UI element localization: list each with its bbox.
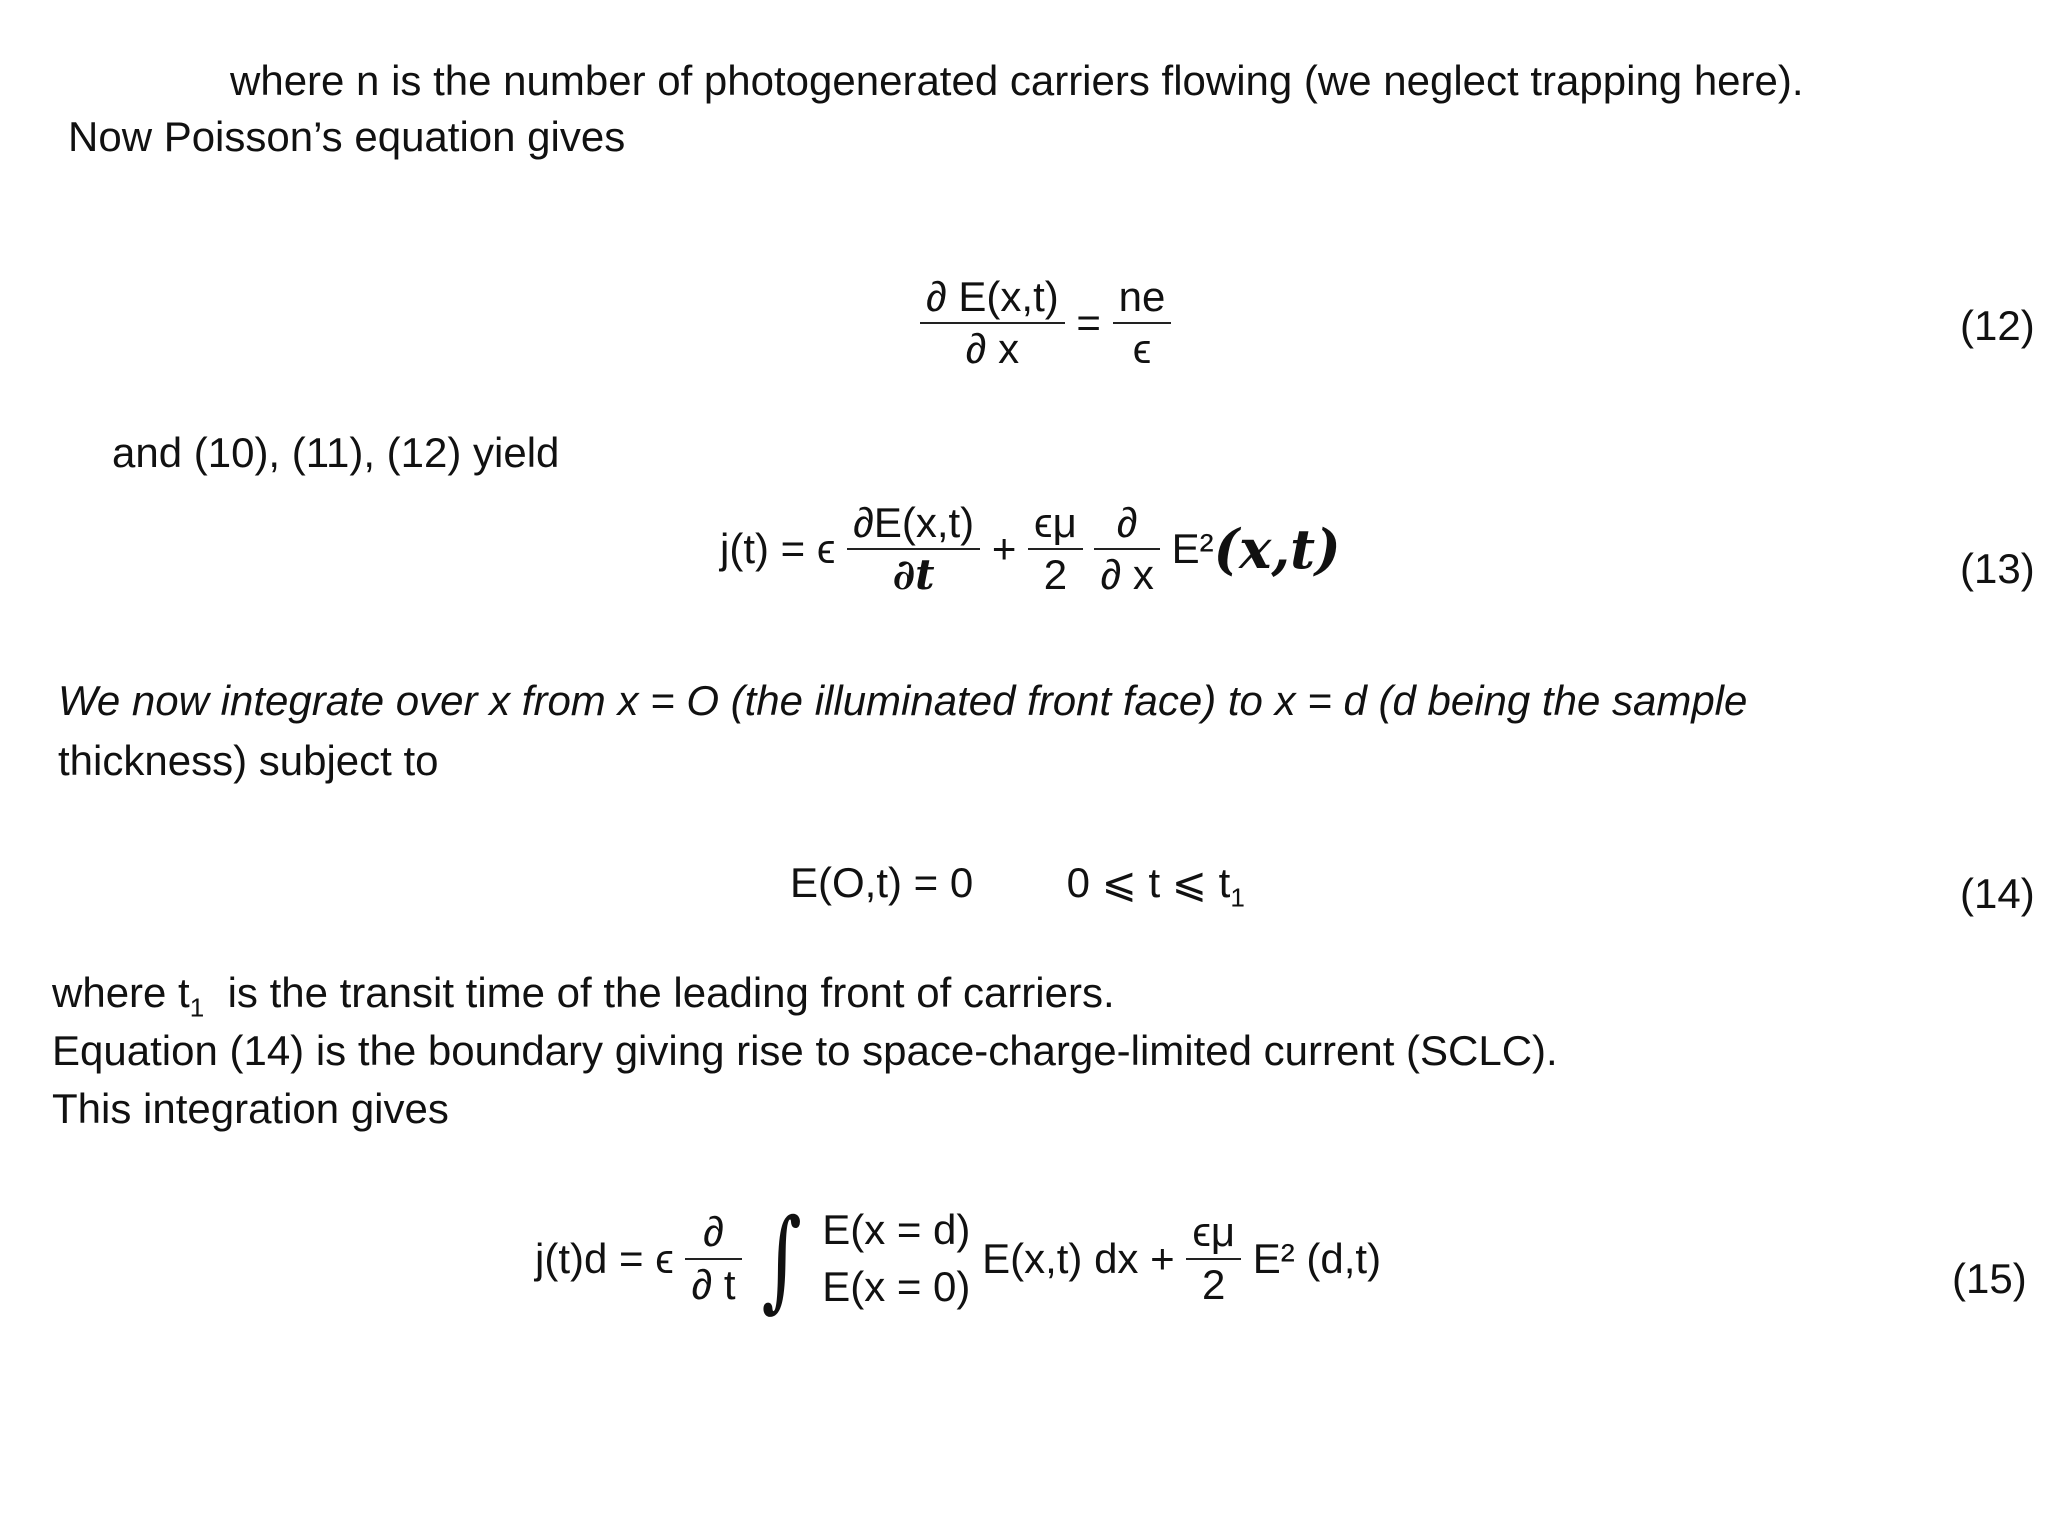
text-line-5-rest: is the transit time of the leading front of carriers.	[227, 969, 1115, 1016]
text-line-6: Equation (14) is the boundary giving rise to space-charge-limited current (SCLC).	[52, 1027, 1558, 1074]
text-line-5-lead: where t	[52, 969, 190, 1016]
text-line-1: where n is the number of photogenerated carriers flowing (we neglect trapping here).	[230, 57, 1804, 104]
eq15-f2-denominator: 2	[1202, 1260, 1226, 1308]
eq13-e-squared: E²	[1171, 525, 1214, 573]
eq15-limits	[822, 1202, 970, 1315]
text-line-3: and (10), (11), (12) yield	[112, 429, 560, 476]
eq13-handwritten-args: (x,t)	[1213, 517, 1341, 582]
eq13-fraction-2	[1028, 498, 1083, 601]
eq15-upper-limit: E(x = d)	[822, 1206, 971, 1253]
eq13-f1-denominator: ∂t	[892, 550, 935, 600]
eq13-f1-numerator: ∂E(x,t)	[847, 498, 980, 550]
equation-14	[790, 858, 1245, 913]
text-line-7: This integration gives	[52, 1085, 449, 1132]
eq13-f3-denominator: ∂ x	[1100, 551, 1154, 599]
equation-number-14: (14)	[1960, 870, 2035, 917]
eq13-lhs: j(t) = ϵ	[720, 525, 836, 573]
integral-sign: ∫	[761, 1194, 802, 1323]
equation-number-13: (13)	[1960, 545, 2035, 592]
text-line-4a: We now integrate over x from x = O (the illuminated front face) to x = d (d being the sample	[58, 677, 1748, 724]
eq12-fraction-right	[1113, 272, 1172, 375]
eq15-lhs: j(t)d = ϵ	[535, 1234, 674, 1282]
text-line-5-subscript: 1	[189, 992, 205, 1023]
eq13-f2-numerator: ϵμ	[1028, 498, 1083, 550]
eq12-denominator-left: ∂ x	[965, 325, 1020, 373]
eq15-fraction-2	[1186, 1207, 1241, 1310]
text-line-2: Now Poisson’s equation gives	[68, 113, 626, 160]
eq13-fraction-1	[847, 498, 980, 601]
eq12-denominator-right: ϵ	[1132, 325, 1152, 373]
eq15-f2-numerator: ϵμ	[1186, 1207, 1241, 1259]
equation-number-12: (12)	[1960, 302, 2035, 349]
eq14-subscript: 1	[1230, 882, 1245, 913]
eq14-left: E(O,t) = 0	[790, 859, 974, 906]
equation-13	[720, 498, 1341, 601]
eq12-numerator-right: ne	[1113, 272, 1172, 324]
equation-number-15: (15)	[1952, 1255, 2027, 1302]
eq15-f1-denominator: ∂ t	[691, 1260, 736, 1308]
eq15-tail: E² (d,t)	[1252, 1234, 1382, 1282]
eq13-fraction-3	[1094, 498, 1159, 601]
text-line-4b: thickness) subject to	[58, 737, 439, 784]
eq15-integrand: E(x,t) dx +	[982, 1234, 1175, 1282]
eq13-f3-numerator: ∂	[1094, 498, 1159, 550]
equation-12	[920, 272, 1171, 375]
eq15-lower-limit: E(x = 0)	[822, 1262, 971, 1310]
eq13-plus: +	[991, 525, 1017, 573]
eq15-fraction-1	[685, 1207, 741, 1310]
eq12-numerator-left: ∂ E(x,t)	[920, 272, 1065, 324]
text-line-5	[52, 969, 1115, 1023]
eq15-f1-numerator: ∂	[685, 1207, 741, 1259]
eq12-equals: =	[1076, 299, 1101, 347]
eq14-right: 0 ⩽ t ⩽ t	[1066, 859, 1231, 906]
eq12-fraction-left	[920, 272, 1065, 375]
eq13-f2-denominator: 2	[1043, 551, 1068, 599]
equation-15	[535, 1194, 1382, 1323]
